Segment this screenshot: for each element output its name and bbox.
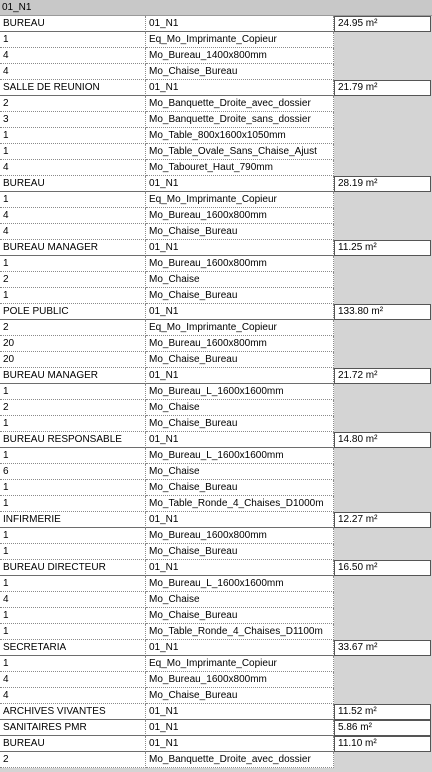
empty-cell[interactable] (334, 320, 431, 336)
item-row[interactable] (0, 416, 432, 432)
item-row[interactable] (0, 128, 432, 144)
quantity-cell[interactable]: 1 (0, 32, 146, 48)
item-row[interactable] (0, 480, 432, 496)
quantity-cell[interactable]: 4 (0, 160, 146, 176)
quantity-cell[interactable]: 4 (0, 688, 146, 704)
room-row[interactable] (0, 16, 432, 32)
family-type-cell[interactable]: Mo_Chaise_Bureau (146, 480, 334, 496)
room-row[interactable] (0, 720, 432, 736)
family-type-cell[interactable]: Mo_Chaise (146, 272, 334, 288)
quantity-cell[interactable]: 1 (0, 480, 146, 496)
item-row[interactable] (0, 320, 432, 336)
quantity-cell[interactable]: 1 (0, 448, 146, 464)
empty-cell[interactable] (334, 352, 431, 368)
area-cell[interactable]: 11.52 m² (334, 704, 431, 720)
room-name-cell[interactable]: BUREAU (0, 16, 146, 32)
room-row[interactable] (0, 176, 432, 192)
room-row[interactable] (0, 640, 432, 656)
room-row[interactable] (0, 432, 432, 448)
level-cell[interactable]: 01_N1 (146, 304, 334, 320)
quantity-cell[interactable]: 4 (0, 672, 146, 688)
room-name-cell[interactable]: ARCHIVES VIVANTES (0, 704, 146, 720)
area-cell[interactable]: 28.19 m² (334, 176, 431, 192)
family-type-cell[interactable]: Mo_Bureau_1600x800mm (146, 208, 334, 224)
room-name-cell[interactable]: SECRETARIA (0, 640, 146, 656)
item-row[interactable] (0, 752, 432, 768)
family-type-cell[interactable]: Mo_Chaise_Bureau (146, 288, 334, 304)
quantity-cell[interactable]: 4 (0, 592, 146, 608)
room-name-cell[interactable]: BUREAU DIRECTEUR (0, 560, 146, 576)
empty-cell[interactable] (334, 336, 431, 352)
empty-cell[interactable] (334, 544, 431, 560)
quantity-cell[interactable]: 3 (0, 112, 146, 128)
empty-cell[interactable] (334, 464, 431, 480)
empty-cell[interactable] (334, 192, 431, 208)
empty-cell[interactable] (334, 256, 431, 272)
item-row[interactable] (0, 496, 432, 512)
quantity-cell[interactable]: 4 (0, 208, 146, 224)
area-cell[interactable]: 133.80 m² (334, 304, 431, 320)
empty-cell[interactable] (334, 128, 431, 144)
family-type-cell[interactable]: Mo_Bureau_1600x800mm (146, 672, 334, 688)
item-row[interactable] (0, 112, 432, 128)
level-cell[interactable]: 01_N1 (146, 512, 334, 528)
item-row[interactable] (0, 448, 432, 464)
level-header: 01_N1 (0, 0, 432, 16)
area-cell[interactable]: 24.95 m² (334, 16, 431, 32)
area-cell[interactable]: 11.10 m² (334, 736, 431, 752)
family-type-cell[interactable]: Eq_Mo_Imprimante_Copieur (146, 32, 334, 48)
empty-cell[interactable] (334, 112, 431, 128)
quantity-cell[interactable]: 20 (0, 352, 146, 368)
quantity-cell[interactable]: 1 (0, 416, 146, 432)
empty-cell[interactable] (334, 624, 431, 640)
area-cell[interactable]: 12.27 m² (334, 512, 431, 528)
empty-cell[interactable] (334, 160, 431, 176)
room-name-cell[interactable]: BUREAU RESPONSABLE (0, 432, 146, 448)
family-type-cell[interactable]: Mo_Table_Ronde_4_Chaises_D1000m (146, 496, 334, 512)
quantity-cell[interactable]: 20 (0, 336, 146, 352)
family-type-cell[interactable]: Mo_Bureau_L_1600x1600mm (146, 576, 334, 592)
empty-cell[interactable] (334, 656, 431, 672)
quantity-cell[interactable]: 2 (0, 400, 146, 416)
quantity-cell[interactable]: 2 (0, 272, 146, 288)
item-row[interactable] (0, 608, 432, 624)
empty-cell[interactable] (334, 96, 431, 112)
area-cell[interactable]: 14.80 m² (334, 432, 431, 448)
item-row[interactable] (0, 336, 432, 352)
item-row[interactable] (0, 576, 432, 592)
family-type-cell[interactable]: Mo_Bureau_1600x800mm (146, 256, 334, 272)
level-cell[interactable]: 01_N1 (146, 560, 334, 576)
item-row[interactable] (0, 32, 432, 48)
quantity-cell[interactable]: 1 (0, 128, 146, 144)
area-cell[interactable]: 21.72 m² (334, 368, 431, 384)
level-cell[interactable]: 01_N1 (146, 16, 334, 32)
family-type-cell[interactable]: Mo_Bureau_L_1600x1600mm (146, 448, 334, 464)
room-name-cell[interactable]: BUREAU MANAGER (0, 368, 146, 384)
item-row[interactable] (0, 224, 432, 240)
room-row[interactable] (0, 512, 432, 528)
empty-cell[interactable] (334, 272, 431, 288)
item-row[interactable] (0, 384, 432, 400)
item-row[interactable] (0, 256, 432, 272)
item-row[interactable] (0, 48, 432, 64)
empty-cell[interactable] (334, 448, 431, 464)
empty-cell[interactable] (334, 688, 431, 704)
item-row[interactable] (0, 288, 432, 304)
level-cell[interactable]: 01_N1 (146, 736, 334, 752)
area-cell[interactable]: 5.86 m² (334, 720, 431, 736)
empty-cell[interactable] (334, 384, 431, 400)
item-row[interactable] (0, 96, 432, 112)
quantity-cell[interactable]: 2 (0, 320, 146, 336)
room-name-cell[interactable]: BUREAU MANAGER (0, 240, 146, 256)
item-row[interactable] (0, 192, 432, 208)
empty-cell[interactable] (334, 48, 431, 64)
item-row[interactable] (0, 352, 432, 368)
quantity-cell[interactable]: 1 (0, 576, 146, 592)
family-type-cell[interactable]: Mo_Banquette_Droite_sans_dossier (146, 112, 334, 128)
quantity-cell[interactable]: 4 (0, 224, 146, 240)
level-cell[interactable]: 01_N1 (146, 176, 334, 192)
family-type-cell[interactable]: Mo_Tabouret_Haut_790mm (146, 160, 334, 176)
room-name-cell[interactable]: SANITAIRES PMR (0, 720, 146, 736)
empty-cell[interactable] (334, 592, 431, 608)
family-type-cell[interactable]: Mo_Chaise_Bureau (146, 64, 334, 80)
room-row[interactable] (0, 304, 432, 320)
area-cell[interactable]: 16.50 m² (334, 560, 431, 576)
item-row[interactable] (0, 624, 432, 640)
level-cell[interactable]: 01_N1 (146, 720, 334, 736)
family-type-cell[interactable]: Mo_Chaise (146, 464, 334, 480)
room-row[interactable] (0, 704, 432, 720)
area-cell[interactable]: 11.25 m² (334, 240, 431, 256)
family-type-cell[interactable]: Mo_Chaise_Bureau (146, 416, 334, 432)
family-type-cell[interactable]: Mo_Bureau_L_1600x1600mm (146, 384, 334, 400)
quantity-cell[interactable]: 1 (0, 192, 146, 208)
quantity-cell[interactable]: 2 (0, 96, 146, 112)
empty-cell[interactable] (334, 32, 431, 48)
level-cell[interactable]: 01_N1 (146, 432, 334, 448)
empty-cell[interactable] (334, 496, 431, 512)
family-type-cell[interactable]: Mo_Chaise_Bureau (146, 224, 334, 240)
empty-cell[interactable] (334, 480, 431, 496)
quantity-cell[interactable]: 1 (0, 256, 146, 272)
quantity-cell[interactable]: 1 (0, 496, 146, 512)
room-row[interactable] (0, 240, 432, 256)
family-type-cell[interactable]: Eq_Mo_Imprimante_Copieur (146, 320, 334, 336)
quantity-cell[interactable]: 1 (0, 656, 146, 672)
family-type-cell[interactable]: Eq_Mo_Imprimante_Copieur (146, 192, 334, 208)
room-row[interactable] (0, 560, 432, 576)
level-cell[interactable]: 01_N1 (146, 640, 334, 656)
family-type-cell[interactable]: Mo_Bureau_1600x800mm (146, 528, 334, 544)
item-row[interactable] (0, 656, 432, 672)
empty-cell[interactable] (334, 752, 431, 768)
empty-cell[interactable] (334, 672, 431, 688)
level-cell[interactable]: 01_N1 (146, 704, 334, 720)
room-name-cell[interactable]: INFIRMERIE (0, 512, 146, 528)
quantity-cell[interactable]: 2 (0, 752, 146, 768)
family-type-cell[interactable]: Mo_Bureau_1400x800mm (146, 48, 334, 64)
family-type-cell[interactable]: Mo_Chaise_Bureau (146, 688, 334, 704)
room-row[interactable] (0, 736, 432, 752)
family-type-cell[interactable]: Eq_Mo_Imprimante_Copieur (146, 656, 334, 672)
area-cell[interactable]: 33.67 m² (334, 640, 431, 656)
room-row[interactable] (0, 368, 432, 384)
level-cell[interactable]: 01_N1 (146, 240, 334, 256)
empty-cell[interactable] (334, 400, 431, 416)
item-row[interactable] (0, 208, 432, 224)
room-name-cell[interactable]: BUREAU (0, 736, 146, 752)
family-type-cell[interactable]: Mo_Table_800x1600x1050mm (146, 128, 334, 144)
quantity-cell[interactable]: 1 (0, 608, 146, 624)
item-row[interactable] (0, 160, 432, 176)
item-row[interactable] (0, 272, 432, 288)
level-cell[interactable]: 01_N1 (146, 368, 334, 384)
quantity-cell[interactable]: 1 (0, 288, 146, 304)
quantity-cell[interactable]: 4 (0, 48, 146, 64)
quantity-cell[interactable]: 1 (0, 384, 146, 400)
item-row[interactable] (0, 400, 432, 416)
family-type-cell[interactable]: Mo_Chaise_Bureau (146, 544, 334, 560)
empty-cell[interactable] (334, 144, 431, 160)
item-row[interactable] (0, 592, 432, 608)
item-row[interactable] (0, 64, 432, 80)
item-row[interactable] (0, 528, 432, 544)
room-name-cell[interactable]: SALLE DE REUNION (0, 80, 146, 96)
empty-cell[interactable] (334, 64, 431, 80)
empty-cell[interactable] (334, 576, 431, 592)
family-type-cell[interactable]: Mo_Chaise_Bureau (146, 352, 334, 368)
schedule-rows (0, 16, 432, 768)
quantity-cell[interactable]: 4 (0, 64, 146, 80)
empty-cell[interactable] (334, 416, 431, 432)
family-type-cell[interactable]: Mo_Chaise_Bureau (146, 608, 334, 624)
room-row[interactable] (0, 80, 432, 96)
item-row[interactable] (0, 464, 432, 480)
family-type-cell[interactable]: Mo_Chaise (146, 592, 334, 608)
room-name-cell[interactable]: POLE PUBLIC (0, 304, 146, 320)
quantity-cell[interactable]: 1 (0, 144, 146, 160)
room-name-cell[interactable]: BUREAU (0, 176, 146, 192)
empty-cell[interactable] (334, 608, 431, 624)
item-row[interactable] (0, 672, 432, 688)
empty-cell[interactable] (334, 208, 431, 224)
item-row[interactable] (0, 544, 432, 560)
empty-cell[interactable] (334, 528, 431, 544)
family-type-cell[interactable]: Mo_Banquette_Droite_avec_dossier (146, 752, 334, 768)
item-row[interactable] (0, 144, 432, 160)
level-cell[interactable]: 01_N1 (146, 80, 334, 96)
family-type-cell[interactable]: Mo_Bureau_1600x800mm (146, 336, 334, 352)
quantity-cell[interactable]: 1 (0, 624, 146, 640)
family-type-cell[interactable]: Mo_Chaise (146, 400, 334, 416)
item-row[interactable] (0, 688, 432, 704)
family-type-cell[interactable]: Mo_Table_Ovale_Sans_Chaise_Ajust (146, 144, 334, 160)
family-type-cell[interactable]: Mo_Table_Ronde_4_Chaises_D1100m (146, 624, 334, 640)
quantity-cell[interactable]: 1 (0, 528, 146, 544)
quantity-cell[interactable]: 1 (0, 544, 146, 560)
quantity-cell[interactable]: 6 (0, 464, 146, 480)
empty-cell[interactable] (334, 288, 431, 304)
empty-cell[interactable] (334, 224, 431, 240)
family-type-cell[interactable]: Mo_Banquette_Droite_avec_dossier (146, 96, 334, 112)
area-cell[interactable]: 21.79 m² (334, 80, 431, 96)
